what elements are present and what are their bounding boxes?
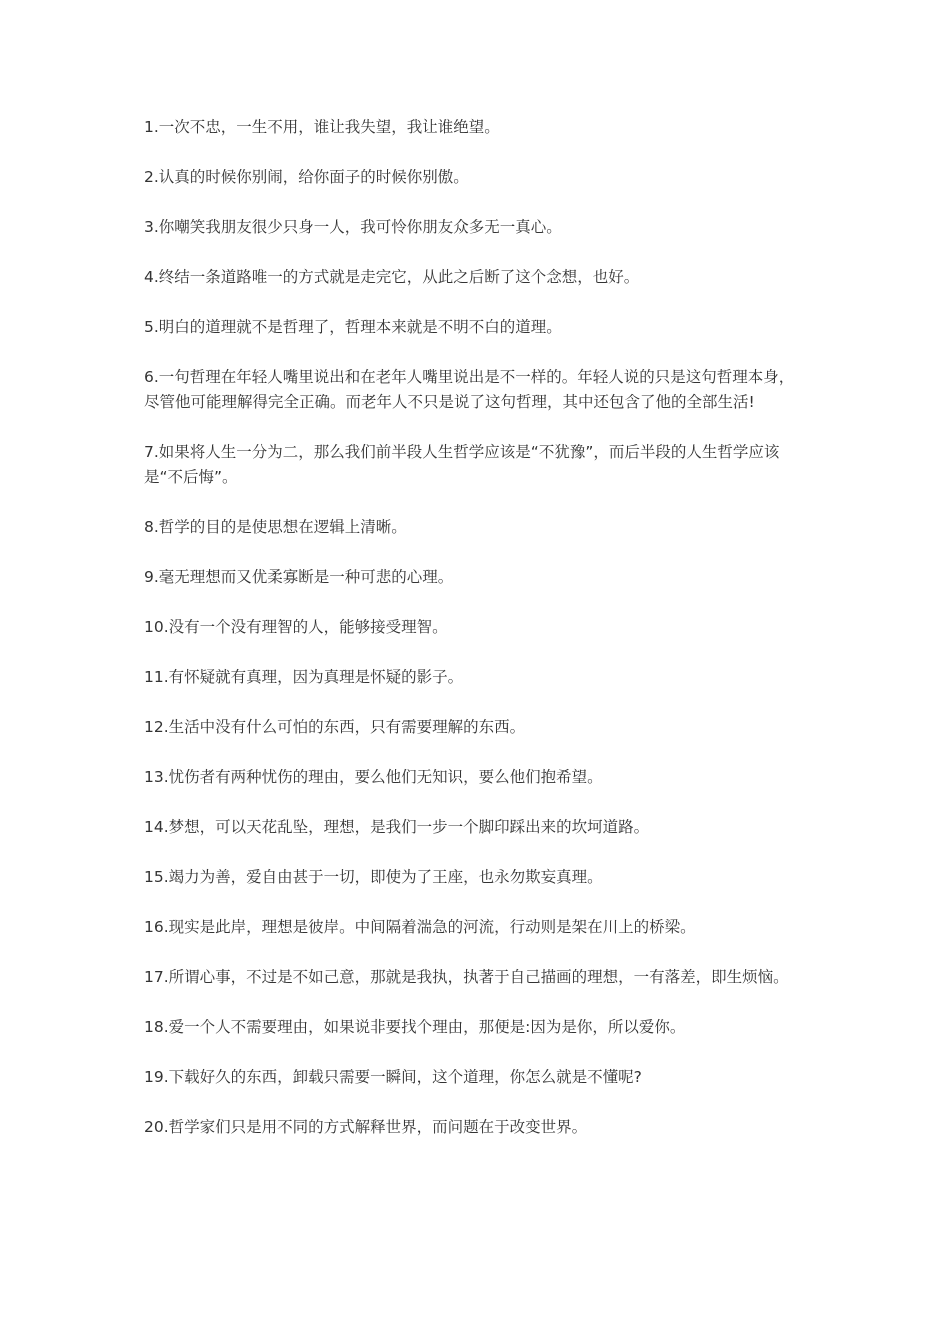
quote-paragraph: 11.有怀疑就有真理，因为真理是怀疑的影子。: [144, 668, 464, 686]
quote-paragraph: 18.爱一个人不需要理由，如果说非要找个理由，那便是:因为是你，所以爱你。: [144, 1018, 686, 1036]
quote-paragraph: 10.没有一个没有理智的人，能够接受理智。: [144, 618, 448, 636]
quote-paragraph: 14.梦想，可以天花乱坠，理想，是我们一步一个脚印踩出来的坎坷道路。: [144, 818, 650, 836]
quote-paragraph: 12.生活中没有什么可怕的东西，只有需要理解的东西。: [144, 718, 526, 736]
quote-paragraph: 2.认真的时候你别闹，给你面子的时候你别傲。: [144, 168, 469, 186]
quote-paragraph: 19.下载好久的东西，卸载只需要一瞬间，这个道理，你怎么就是不懂呢?: [144, 1068, 642, 1086]
quote-paragraph: 7.如果将人生一分为二，那么我们前半段人生哲学应该是“不犹豫”，而后半段的人生哲学应该是“不后悔”。: [144, 443, 780, 486]
quote-paragraph: 1.一次不忠，一生不用，谁让我失望，我让谁绝望。: [144, 118, 500, 136]
quote-paragraph: 13.忧伤者有两种忧伤的理由，要么他们无知识，要么他们抱希望。: [144, 768, 603, 786]
quote-paragraph: 6.一句哲理在年轻人嘴里说出和在老年人嘴里说出是不一样的。年轻人说的只是这句哲理本身，尽管他可能理解得完全正确。而老年人不只是说了这句哲理，其中还包含了他的全部生活!: [144, 368, 795, 411]
quote-paragraph: 8.哲学的目的是使思想在逻辑上清晰。: [144, 518, 407, 536]
quote-paragraph: 15.竭力为善，爱自由甚于一切，即使为了王座，也永勿欺妄真理。: [144, 868, 603, 886]
quote-paragraph: 4.终结一条道路唯一的方式就是走完它，从此之后断了这个念想，也好。: [144, 268, 640, 286]
quote-paragraph: 16.现实是此岸，理想是彼岸。中间隔着湍急的河流，行动则是架在川上的桥梁。: [144, 918, 696, 936]
quote-paragraph: 5.明白的道理就不是哲理了，哲理本来就是不明不白的道理。: [144, 318, 562, 336]
document-body: [144, 115, 808, 1165]
quote-paragraph: 20.哲学家们只是用不同的方式解释世界，而问题在于改变世界。: [144, 1118, 588, 1136]
quote-paragraph: 9.毫无理想而又优柔寡断是一种可悲的心理。: [144, 568, 454, 586]
quote-paragraph: 17.所谓心事，不过是不如己意，那就是我执，执著于自己描画的理想，一有落差，即生烦恼。: [144, 968, 789, 986]
quote-paragraph: 3.你嘲笑我朋友很少只身一人，我可怜你朋友众多无一真心。: [144, 218, 562, 236]
